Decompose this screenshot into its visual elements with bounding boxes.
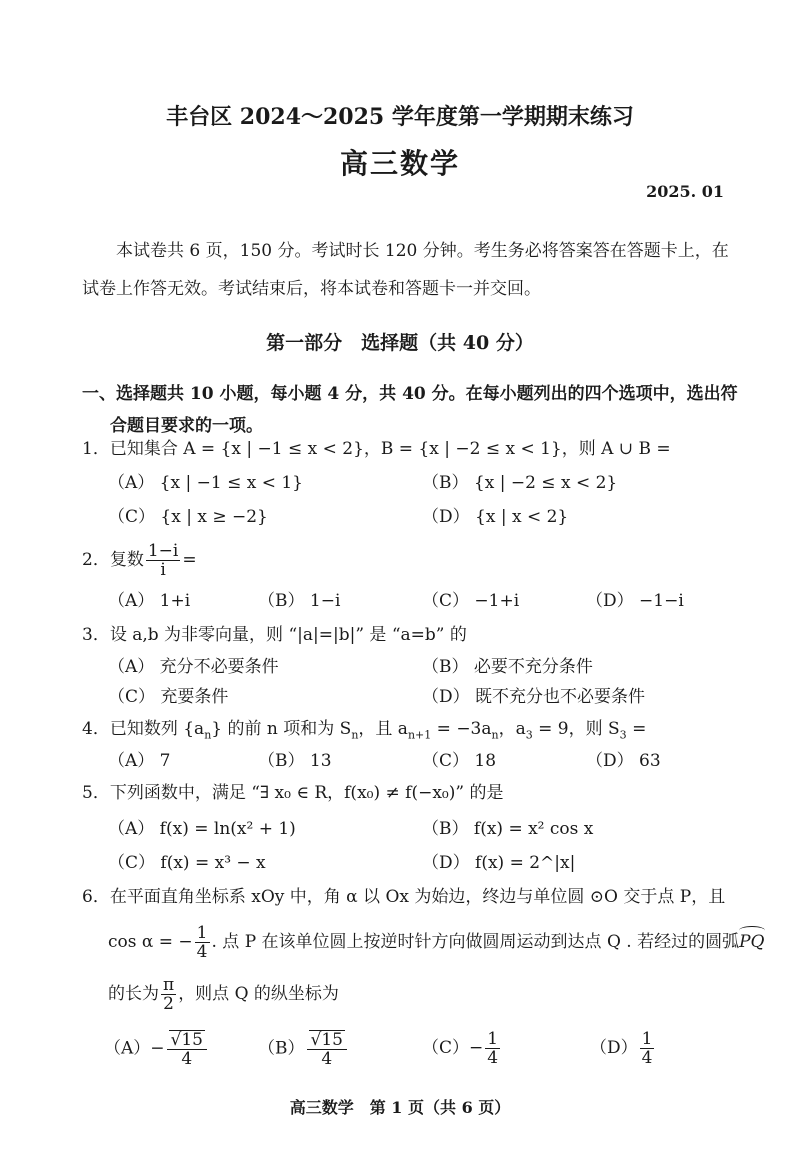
q6-option-a	[104, 1030, 209, 1068]
q6-c-fraction	[485, 1030, 500, 1067]
q3-number: 3．	[82, 625, 110, 645]
q4-sub-d: n	[491, 728, 499, 742]
q4-text-c: ，且 a	[358, 719, 408, 739]
q4-number: 4．	[82, 719, 110, 739]
q1-option-b: （B） {x | −2 ≤ x < 2}	[422, 473, 618, 493]
q6-pi-num: π	[163, 975, 175, 995]
q4-option-c: （C） 18	[422, 751, 497, 771]
q1-stem	[82, 438, 671, 460]
q4-text-f: = 9，则 S	[532, 719, 620, 739]
q2-option-a: （A） 1+i	[108, 591, 191, 611]
intro-paragraph: 本试卷共 6 页，150 分。考试时长 120 分钟。考生务必将答案答在答题卡上，在试卷上作答无效。考试结束后，将本试卷和答题卡一并交回。	[82, 241, 729, 299]
q2-fraction	[146, 542, 181, 579]
q6-text-2: . 点 P 在该单位圆上按逆时针方向做圆周运动到达点 Q . 若经过的圆弧	[211, 932, 740, 952]
q2-option-d: （D） −1−i	[586, 591, 684, 611]
q6-option-d	[590, 1030, 656, 1067]
instruction-line1: 一、选择题共 10 小题，每小题 4 分，共 40 分。在每小题列出的四个选项中，选出符	[82, 384, 738, 404]
q2-option-c: （C） −1+i	[422, 591, 520, 611]
q6-cos-num: 1	[196, 923, 208, 943]
q2-frac-num: 1−i	[147, 541, 179, 561]
q3-option-c: （C） 充要条件	[108, 687, 229, 707]
q6-line2	[108, 924, 765, 961]
q4-sub-f: 3	[619, 728, 627, 742]
q6-text-3: ，则点 Q 的纵坐标为	[178, 984, 339, 1004]
q5-option-c: （C） f(x) = x³ − x	[108, 853, 266, 873]
q2-option-b: （B） 1−i	[258, 591, 341, 611]
q1-option-a: （A） {x | −1 ≤ x < 1}	[108, 473, 304, 493]
q6-d-label: （D）	[590, 1038, 638, 1058]
q4-option-a: （A） 7	[108, 751, 171, 771]
q2-frac-den: i	[160, 560, 166, 580]
exam-title: 丰台区 2024～2025 学年度第一学期期末练习	[166, 104, 634, 130]
subject-title: 高三数学	[339, 147, 460, 180]
q6-c-sign: −	[469, 1038, 484, 1058]
q6-a-sign: −	[150, 1038, 165, 1059]
q5-option-d: （D） f(x) = 2^|x|	[422, 853, 576, 873]
q4-sub-b: n	[351, 728, 359, 742]
q5-text: 下列函数中，满足 “∃ x₀ ∈ R，f(x₀) ≠ f(−x₀)” 的是	[109, 783, 504, 803]
q6-b-fraction	[307, 1030, 347, 1068]
q6-c-num: 1	[487, 1029, 499, 1049]
q4-text-e: ，a	[498, 719, 526, 739]
q6-d-num: 1	[641, 1029, 653, 1049]
q2-number: 2．	[82, 550, 110, 570]
q6-len-prefix: 的长为	[108, 984, 159, 1004]
q4-sub-a: n	[204, 728, 212, 742]
q6-text-1: 在平面直角坐标系 xOy 中，角 α 以 Ox 为始边，终边与单位圆 ⊙O 交于点 P，且	[109, 887, 726, 907]
q4-option-b: （B） 13	[258, 751, 332, 771]
q4-text-d: = −3a	[431, 719, 492, 739]
q1-option-c: （C） {x | x ≥ −2}	[108, 507, 268, 527]
q6-b-num: √15	[310, 1030, 343, 1050]
q2-prefix: 复数	[109, 550, 144, 570]
q1-option-d: （D） {x | x < 2}	[422, 507, 569, 527]
q6-a-label: （A）	[104, 1038, 151, 1059]
part1-heading: 第一部分 选择题（共 40 分）	[266, 332, 534, 354]
q6-cos-den: 4	[196, 942, 208, 962]
q6-d-den: 4	[641, 1048, 653, 1068]
q6-line1	[82, 886, 725, 908]
q5-option-a: （A） f(x) = ln(x² + 1)	[108, 819, 296, 839]
q6-pi-fraction	[161, 976, 176, 1013]
q6-line3	[108, 976, 339, 1013]
q6-a-den: 4	[181, 1049, 193, 1069]
q4-stem	[82, 718, 646, 746]
q4-option-d: （D） 63	[586, 751, 661, 771]
exam-date: 2025. 01	[646, 182, 724, 201]
q2-suffix: =	[182, 550, 197, 570]
q6-cos-fraction	[195, 924, 210, 961]
q6-c-den: 4	[487, 1048, 499, 1068]
q5-number: 5．	[82, 783, 110, 803]
q4-text-g: =	[626, 719, 647, 739]
q1-number: 1．	[82, 439, 110, 459]
q6-option-b	[258, 1030, 349, 1068]
q3-stem	[82, 624, 467, 646]
q6-b-den: 4	[321, 1049, 333, 1069]
q6-number: 6．	[82, 887, 110, 907]
q6-c-label: （C）	[422, 1038, 470, 1058]
page-footer: 高三数学 第 1 页（共 6 页）	[289, 1098, 511, 1117]
q6-cos-prefix: cos α = −	[108, 932, 193, 952]
q4-sub-e: 3	[525, 728, 533, 742]
q2-stem	[82, 542, 197, 579]
q6-b-label: （B）	[258, 1038, 305, 1059]
instruction-line2: 合题目要求的一项。	[110, 416, 263, 436]
q6-a-num: √15	[170, 1030, 203, 1050]
q4-text-b: } 的前 n 项和为 S	[211, 719, 352, 739]
q3-option-d: （D） 既不充分也不必要条件	[422, 687, 646, 707]
q6-pi-den: 2	[163, 994, 174, 1014]
q3-option-b: （B） 必要不充分条件	[422, 657, 593, 677]
q6-option-c	[422, 1030, 502, 1067]
q3-text: 设 a,b 为非零向量，则 “|a|=|b|” 是 “a=b” 的	[109, 625, 467, 645]
q1-text: 已知集合 A = {x | −1 ≤ x < 2}，B = {x | −2 ≤ x < 1}，则 A ∪ B =	[109, 439, 671, 459]
q5-option-b: （B） f(x) = x² cos x	[422, 819, 594, 839]
q4-text-a: 已知数列 {a	[109, 719, 205, 739]
q5-stem	[82, 782, 503, 804]
q6-d-fraction	[640, 1030, 655, 1067]
section-instruction	[82, 378, 742, 442]
q6-a-fraction	[167, 1030, 207, 1068]
q6-arc-pq: PQ	[739, 932, 765, 952]
q4-sub-c: n+1	[407, 728, 432, 742]
q3-option-a: （A） 充分不必要条件	[108, 657, 279, 677]
